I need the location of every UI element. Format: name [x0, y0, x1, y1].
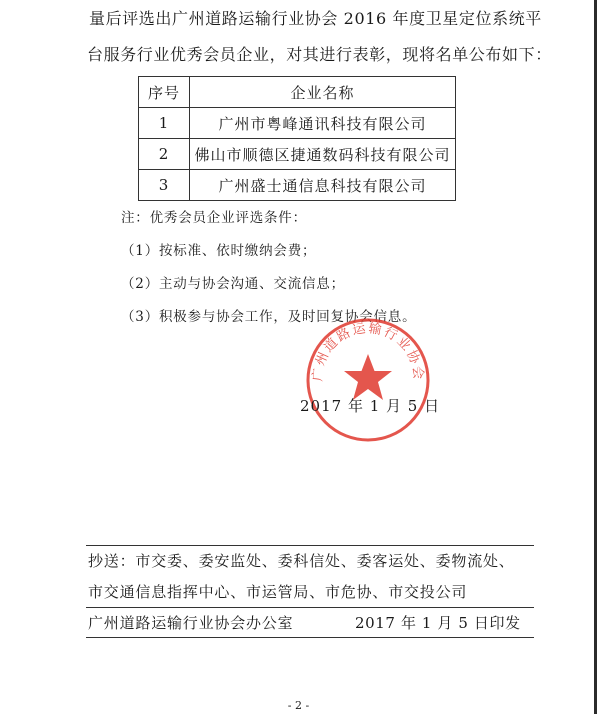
table-header-row — [139, 77, 456, 108]
cc-line-1: 抄送：市交委、委安监处、委科信处、委客运处、委物流处、 — [88, 552, 515, 570]
divider-middle — [86, 607, 534, 608]
table-row — [139, 170, 456, 201]
row-serial: 1 — [139, 108, 190, 139]
note-condition-1: （1）按标准、依时缴纳会费； — [121, 243, 317, 259]
footer-office: 广州道路运输行业协会办公室 — [88, 614, 294, 632]
header-serial: 序号 — [139, 77, 190, 108]
seal-text: 广州道路运输行业协会 — [310, 321, 426, 382]
row-company: 广州市粤峰通讯科技有限公司 — [190, 108, 456, 139]
divider-bottom — [86, 637, 534, 638]
member-table — [138, 76, 456, 201]
official-seal-stamp — [302, 314, 434, 446]
header-company: 企业名称 — [190, 77, 456, 108]
row-serial: 3 — [139, 170, 190, 201]
intro-line-1: 量后评选出广州道路运输行业协会 2016 年度卫星定位系统平 — [89, 9, 542, 28]
intro-line-2: 台服务行业优秀会员企业，对其进行表彰，现将名单公布如下： — [87, 45, 552, 64]
note-condition-2: （2）主动与协会沟通、交流信息； — [121, 276, 345, 292]
signature-date: 2017 年 1 月 5 日 — [300, 397, 441, 415]
page-number: - 2 - — [287, 699, 310, 712]
table-row — [139, 108, 456, 139]
table-row — [139, 139, 456, 170]
footer-print-date: 2017 年 1 月 5 日印发 — [355, 614, 521, 632]
note-title: 注：优秀会员企业评选条件： — [121, 210, 307, 226]
divider-top — [86, 545, 534, 546]
cc-line-2: 市交通信息指挥中心、市运管局、市危协、市交投公司 — [88, 583, 468, 601]
row-serial: 2 — [139, 139, 190, 170]
row-company: 广州盛士通信息科技有限公司 — [190, 170, 456, 201]
row-company: 佛山市顺德区捷通数码科技有限公司 — [190, 139, 456, 170]
seal-star-icon — [344, 354, 392, 400]
note-condition-3: （3）积极参与协会工作，及时回复协会信息。 — [121, 309, 417, 325]
